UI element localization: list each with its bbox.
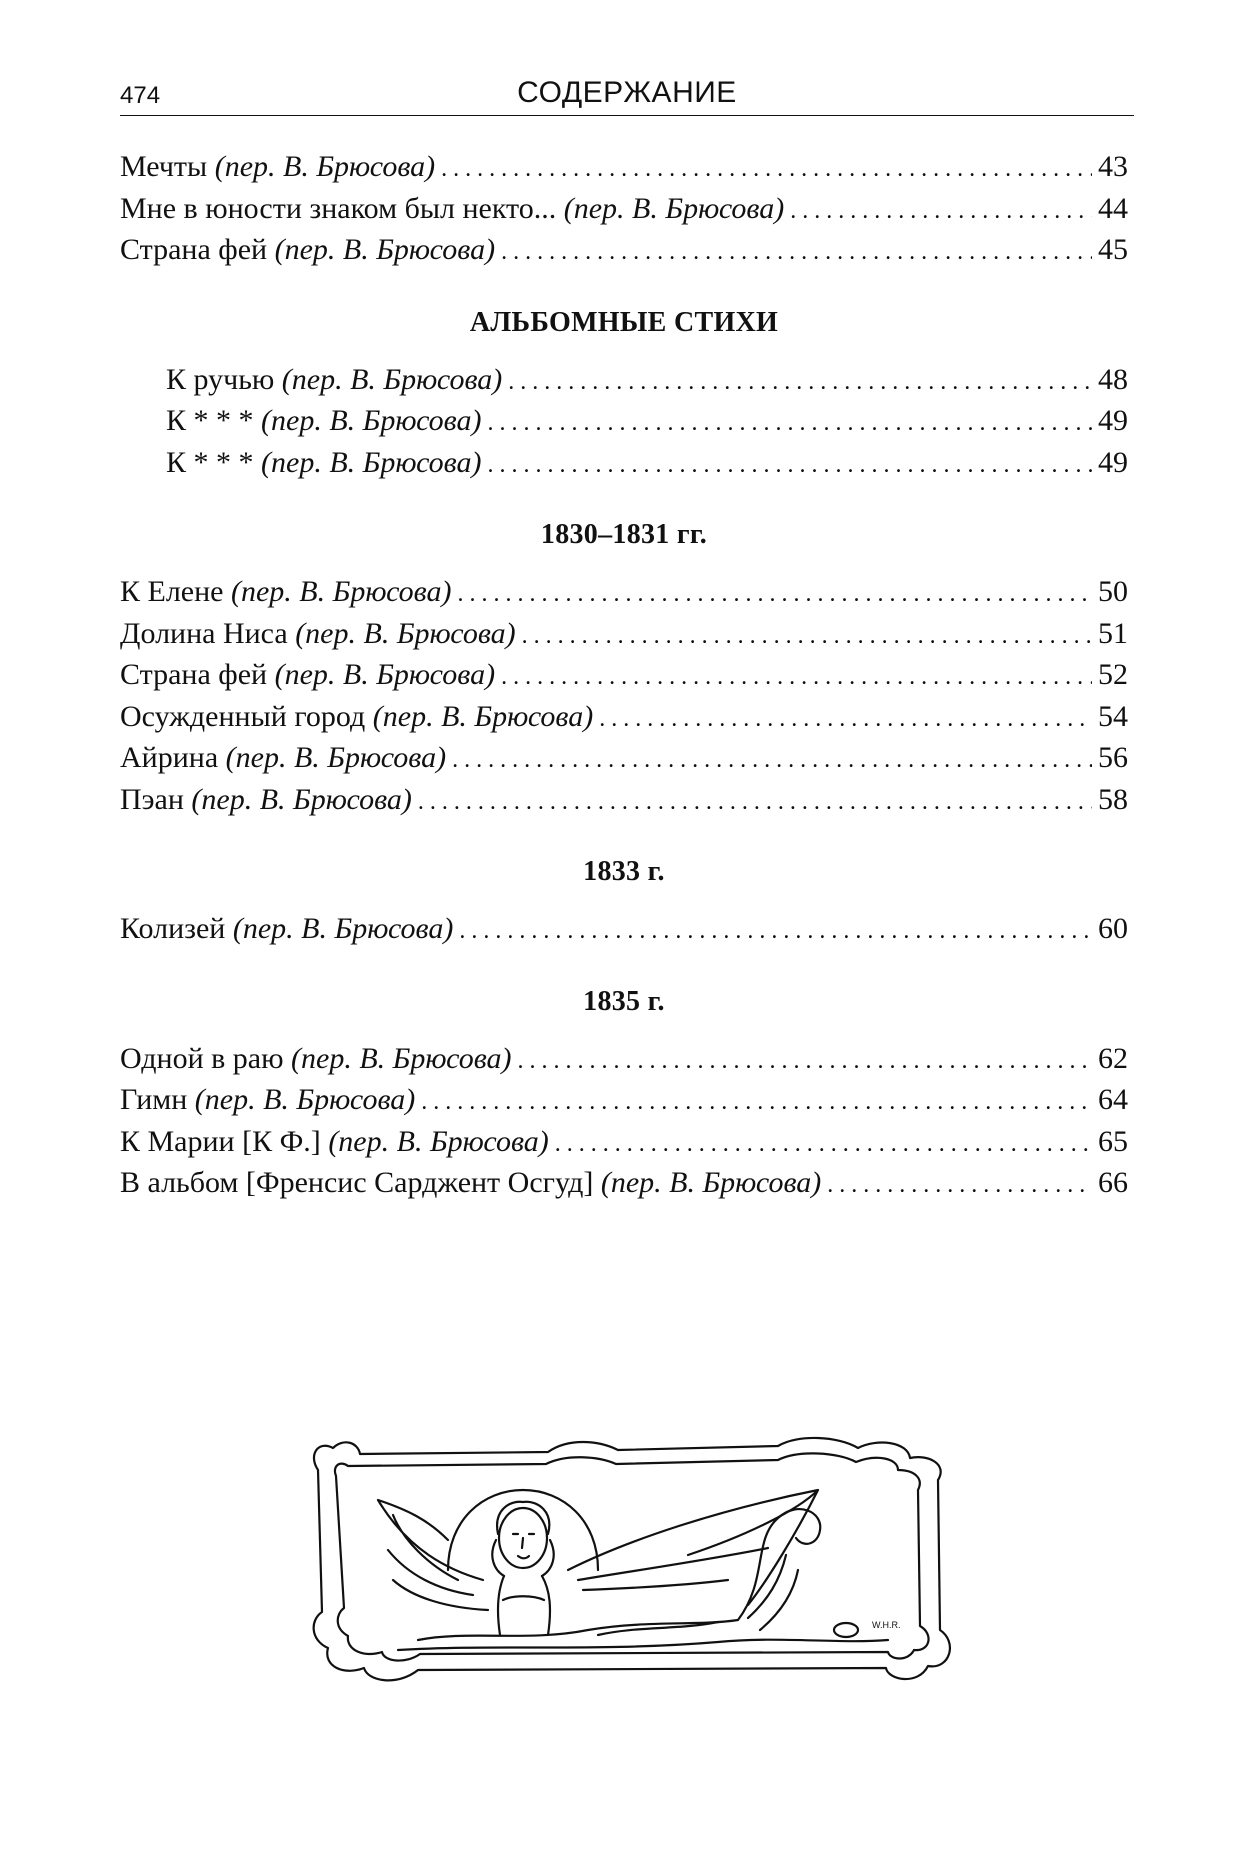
page-ref: 66: [1098, 1166, 1128, 1199]
dot-leader: [501, 657, 1092, 699]
translator-note: (пер. В. Брюсова): [281, 362, 503, 396]
page-ref: 58: [1098, 782, 1128, 816]
page-ref: 52: [1098, 658, 1128, 691]
entry-title: [120, 229, 495, 271]
entry-title: [166, 400, 481, 442]
translator-note: (пер. В. Брюсова): [328, 1124, 549, 1158]
translator-note: (пер. В. Брюсова): [600, 1166, 822, 1199]
frame-outer: [314, 1438, 950, 1680]
poem-title: Колизей: [120, 912, 226, 945]
entry-title: [166, 442, 481, 484]
left-wing: [378, 1500, 488, 1610]
toc-section: [120, 305, 1128, 484]
translator-note: (пер. В. Брюсова): [291, 1041, 512, 1075]
toc-entry: [120, 571, 1128, 613]
translator-note: (пер. В. Брюсова): [295, 616, 516, 650]
page-ref: 62: [1098, 1041, 1128, 1075]
entry-title: [120, 1079, 415, 1121]
entry-title: [120, 613, 516, 655]
dot-leader: [487, 403, 1092, 445]
dot-leader: [790, 191, 1092, 233]
entry-title: [120, 146, 435, 188]
entry-title: [120, 188, 784, 230]
poem-title: В альбом [Френсис Сарджент Осгуд]: [120, 1166, 594, 1199]
toc-entry: [120, 188, 1128, 230]
dot-leader: [418, 782, 1092, 824]
toc-entry: [120, 229, 1128, 271]
dot-leader: [518, 1041, 1092, 1083]
translator-note: (пер. В. Брюсова): [214, 150, 436, 183]
toc-entry: [120, 654, 1128, 696]
toc-entry: [120, 1121, 1128, 1163]
page-title: СОДЕРЖАНИЕ: [517, 76, 737, 109]
toc-section: [120, 146, 1128, 271]
toc-entry: [120, 737, 1128, 779]
page-ref: 54: [1098, 699, 1128, 733]
translator-note: (пер. В. Брюсова): [274, 658, 496, 691]
translator-note: (пер. В. Брюсова): [225, 741, 447, 774]
dot-leader: [599, 699, 1092, 741]
dot-leader: [459, 911, 1092, 953]
entry-title: [120, 571, 451, 613]
angel-torso: [498, 1576, 550, 1635]
table-of-contents: [120, 146, 1128, 1204]
page-ref: 65: [1098, 1124, 1128, 1158]
page-ref: 60: [1098, 912, 1128, 945]
dot-leader: [421, 1082, 1092, 1124]
toc-entry: [120, 1038, 1128, 1080]
translator-note: (пер. В. Брюсова): [231, 575, 452, 608]
section-heading: 1833 г.: [583, 856, 665, 887]
poem-title: Айрина: [120, 741, 219, 774]
toc-entry: [120, 400, 1128, 442]
entry-title: [120, 908, 453, 950]
poem-title: Мне в юности знаком был некто...: [120, 191, 557, 225]
section-heading: 1835 г.: [583, 985, 665, 1017]
angel-face: [513, 1534, 534, 1558]
poem-title: Страна фей: [120, 233, 268, 266]
page-header: [120, 76, 1134, 116]
entry-title: [120, 696, 593, 738]
section-heading: 1830–1831 гг.: [540, 519, 708, 550]
toc-entry: [120, 1162, 1128, 1204]
entry-title: [120, 654, 495, 696]
translator-note: (пер. В. Брюсова): [563, 191, 785, 225]
entry-title: [120, 1162, 821, 1204]
dot-leader: [441, 149, 1092, 191]
poem-title: К ручью: [166, 362, 275, 396]
poem-title: К Елене: [120, 575, 224, 608]
poem-title: Одной в раю: [120, 1041, 284, 1075]
page-ref: 48: [1098, 362, 1128, 396]
entry-title: [120, 779, 412, 821]
entry-title: [120, 1038, 512, 1080]
poem-title: К * * *: [166, 404, 254, 437]
poem-title: Осужденный город: [120, 699, 366, 733]
page-ref: 49: [1098, 404, 1128, 437]
toc-section: [120, 854, 1128, 950]
page-ref: 50: [1098, 575, 1128, 608]
page-ref: 64: [1098, 1083, 1128, 1116]
entry-title: [166, 359, 502, 401]
page-ref: 43: [1098, 150, 1128, 183]
dot-leader: [501, 232, 1092, 274]
art-nouveau-vignette: [298, 1430, 978, 1700]
toc-entry: [120, 696, 1128, 738]
poem-title: К Марии [К Ф.]: [120, 1124, 321, 1158]
translator-note: (пер. В. Брюсова): [274, 233, 496, 266]
artist-signature: W.H.R.: [872, 1620, 901, 1630]
dot-leader: [555, 1124, 1092, 1166]
page-ref: 51: [1098, 616, 1128, 650]
poem-title: Мечты: [120, 150, 208, 183]
toc-entry: [120, 908, 1128, 950]
page-ref: 56: [1098, 741, 1128, 774]
translator-note: (пер. В. Брюсова): [372, 699, 594, 733]
toc-entry: [120, 146, 1128, 188]
translator-note: (пер. В. Брюсова): [232, 912, 454, 945]
page-ref: 44: [1098, 191, 1128, 225]
dot-leader: [487, 445, 1092, 487]
entry-title: [120, 737, 446, 779]
translator-note: (пер. В. Брюсова): [191, 782, 412, 816]
toc-entry: [120, 613, 1128, 655]
translator-note: (пер. В. Брюсова): [261, 404, 482, 437]
poem-title: Страна фей: [120, 658, 268, 691]
toc-entry: [120, 359, 1128, 401]
entry-title: [120, 1121, 549, 1163]
poem-title: Долина Ниса: [120, 616, 288, 650]
toc-section: [120, 517, 1128, 820]
page-ref: 49: [1098, 445, 1128, 479]
dot-leader: [827, 1165, 1092, 1207]
dot-leader: [522, 616, 1092, 658]
stone: [834, 1623, 858, 1637]
poem-title: Пэан: [120, 782, 184, 816]
page-ref: 45: [1098, 233, 1128, 266]
toc-entry: [120, 779, 1128, 821]
page-number: 474: [120, 82, 161, 109]
dot-leader: [457, 574, 1092, 616]
dot-leader: [508, 362, 1092, 404]
poem-title: К * * *: [166, 445, 254, 479]
drapery: [418, 1509, 820, 1640]
poem-title: Гимн: [120, 1083, 188, 1116]
toc-entry: [120, 442, 1128, 484]
right-wing: [568, 1490, 818, 1605]
toc-entry: [120, 1079, 1128, 1121]
translator-note: (пер. В. Брюсова): [194, 1083, 416, 1116]
dot-leader: [452, 740, 1092, 782]
header-rule: [120, 115, 1134, 116]
toc-section: [120, 984, 1128, 1204]
translator-note: (пер. В. Брюсова): [261, 445, 482, 479]
section-heading: АЛЬБОМНЫЕ СТИХИ: [469, 306, 779, 338]
